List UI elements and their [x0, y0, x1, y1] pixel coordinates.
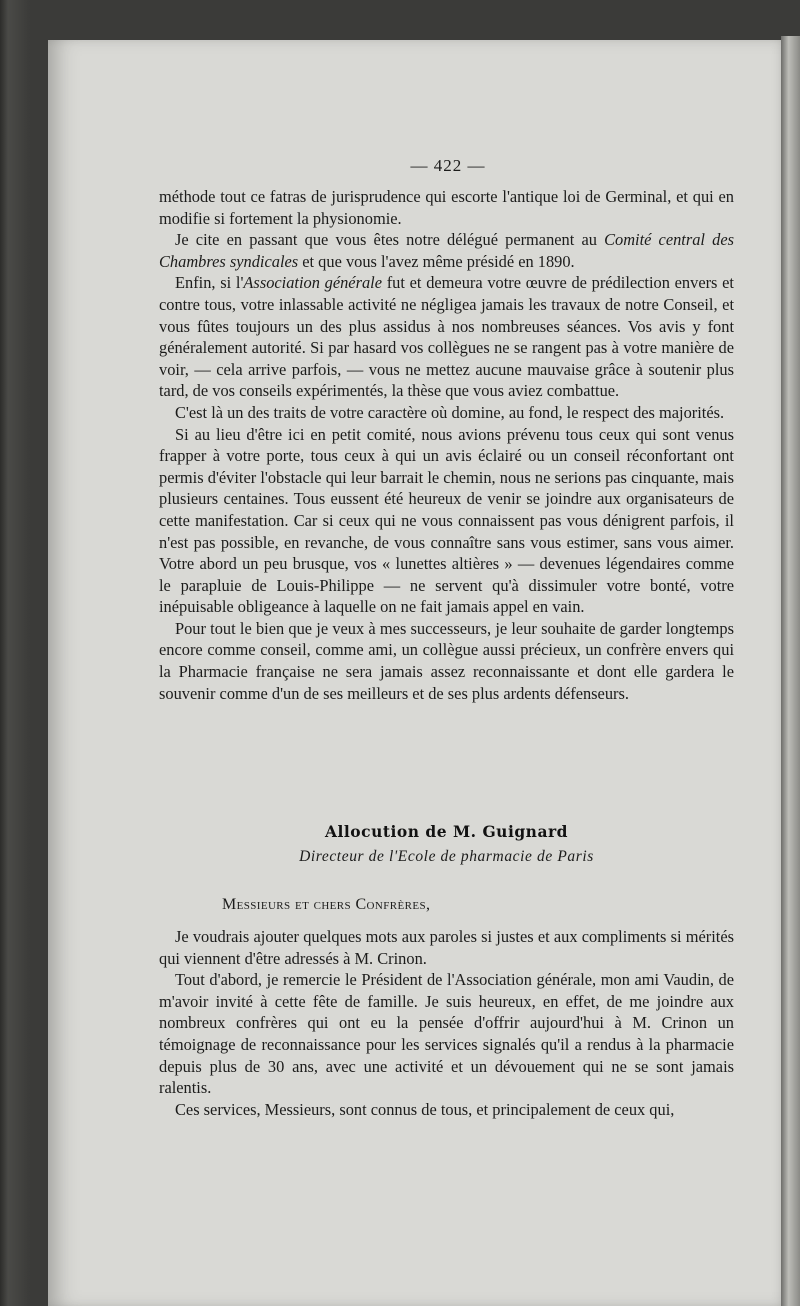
text-run: Je cite en passant que vous êtes notre délégué permanent au — [175, 230, 605, 250]
text-run: Pour tout le bien que je veux à mes successeurs, je leur souhaite de garder longtemps encore comme conseil, comme ami, un collègue aussi précieux, un confrère envers qui la Pharmacie française ne sera jamais assez reconnaissante et dont elle gardera le souvenir comme d'un de ses meilleurs et de ses plus ardents défenseurs. — [159, 618, 734, 703]
text-run: méthode tout ce fatras de jurisprudence qui escorte l'antique loi de Germinal, et qui en modifie si fortement la physionomie. — [159, 187, 734, 228]
text-run: fut et demeura votre œuvre de prédilection envers et contre tous, votre inlassable activité ne négligea jamais les travaux de notre Conseil, et vous fûtes toujours un des plus assidus à nos nombreuses séances. Vos avis y font généralement autorité. Si par hasard vos collègues ne se rangent pas à votre manière de voir, — cela arrive parfois, — vous ne mettez aucune mauvaise grâce à soutenir plus tard, de vos conseils expérimentés, la thèse que vous aviez combattue. — [159, 273, 734, 401]
page-number: — 422 — — [410, 156, 486, 175]
text-run: C'est là un des traits de votre caractère où domine, au fond, le respect des majorités. — [175, 402, 725, 422]
text-run: Je voudrais ajouter quelques mots aux paroles si justes et aux compliments si mérités qui viennent d'être adressés à M. Crinon. — [159, 927, 734, 968]
italic-phrase: Comité central des Chambres syndicales — [159, 230, 734, 271]
paragraph — [159, 1099, 734, 1121]
paragraph — [159, 926, 734, 969]
paragraph — [159, 272, 734, 402]
body-text-top — [159, 186, 734, 704]
paragraph — [159, 618, 734, 704]
italic-phrase: Association générale — [243, 273, 382, 293]
paragraph — [159, 186, 734, 229]
text-run: Tout d'abord, je remercie le Président de l'Association générale, mon ami Vaudin, de m'avoir invité à cette fête de famille. Je suis heureux, en effet, de me joindre aux nombreux confrères qui ont eu la pensée d'offrir aujourd'hui à M. Crinon un témoignage de reconnaissance pour les services signalés qu'il a rendus à la pharmacie depuis plus de 30 ans, avec une activité et un dévouement qui ne se sont jamais ralentis. — [159, 970, 734, 1098]
section-heading: Allocution de M. Guignard — [325, 822, 568, 841]
paragraph — [159, 402, 734, 424]
paragraph — [159, 969, 734, 1099]
body-text-bottom — [159, 926, 734, 1120]
paragraph — [159, 424, 734, 618]
section-subheading: Directeur de l'Ecole de pharmacie de Paris — [299, 848, 594, 865]
text-run: et que vous l'avez même présidé en 1890. — [298, 251, 575, 271]
page-edge — [781, 36, 800, 1306]
text-run: Ces services, Messieurs, sont connus de tous, et principalement de ceux qui, — [175, 1099, 675, 1119]
paragraph — [159, 229, 734, 272]
text-run: Enfin, si l' — [175, 273, 244, 293]
text-run: Si au lieu d'être ici en petit comité, nous avions prévenu tous ceux qui sont venus frapper à votre porte, tous ceux à qui un avis éclairé ou un conseil réconfortant ont permis d'éviter l'obstacle qui leur barrait le chemin, nous ne serions pas cinquante, mais plusieurs centaines. Tous eussent été heureux de venir se joindre aux organisateurs de cette manifestation. Car si ceux qui ne vous connaissent pas vous dénigrent parfois, il n'est pas possible, en revanche, de vous connaître sans vous estimer, sans vous aimer. Votre abord un peu brusque, vos « lunettes altières » — devenues légendaires comme le parapluie de Louis-Philippe — ne servent qu'à dissimuler votre bonté, votre inépuisable obligeance à laquelle on ne fait jamais appel en vain. — [159, 424, 734, 617]
salutation: Messieurs et chers Confrères, — [222, 896, 431, 913]
